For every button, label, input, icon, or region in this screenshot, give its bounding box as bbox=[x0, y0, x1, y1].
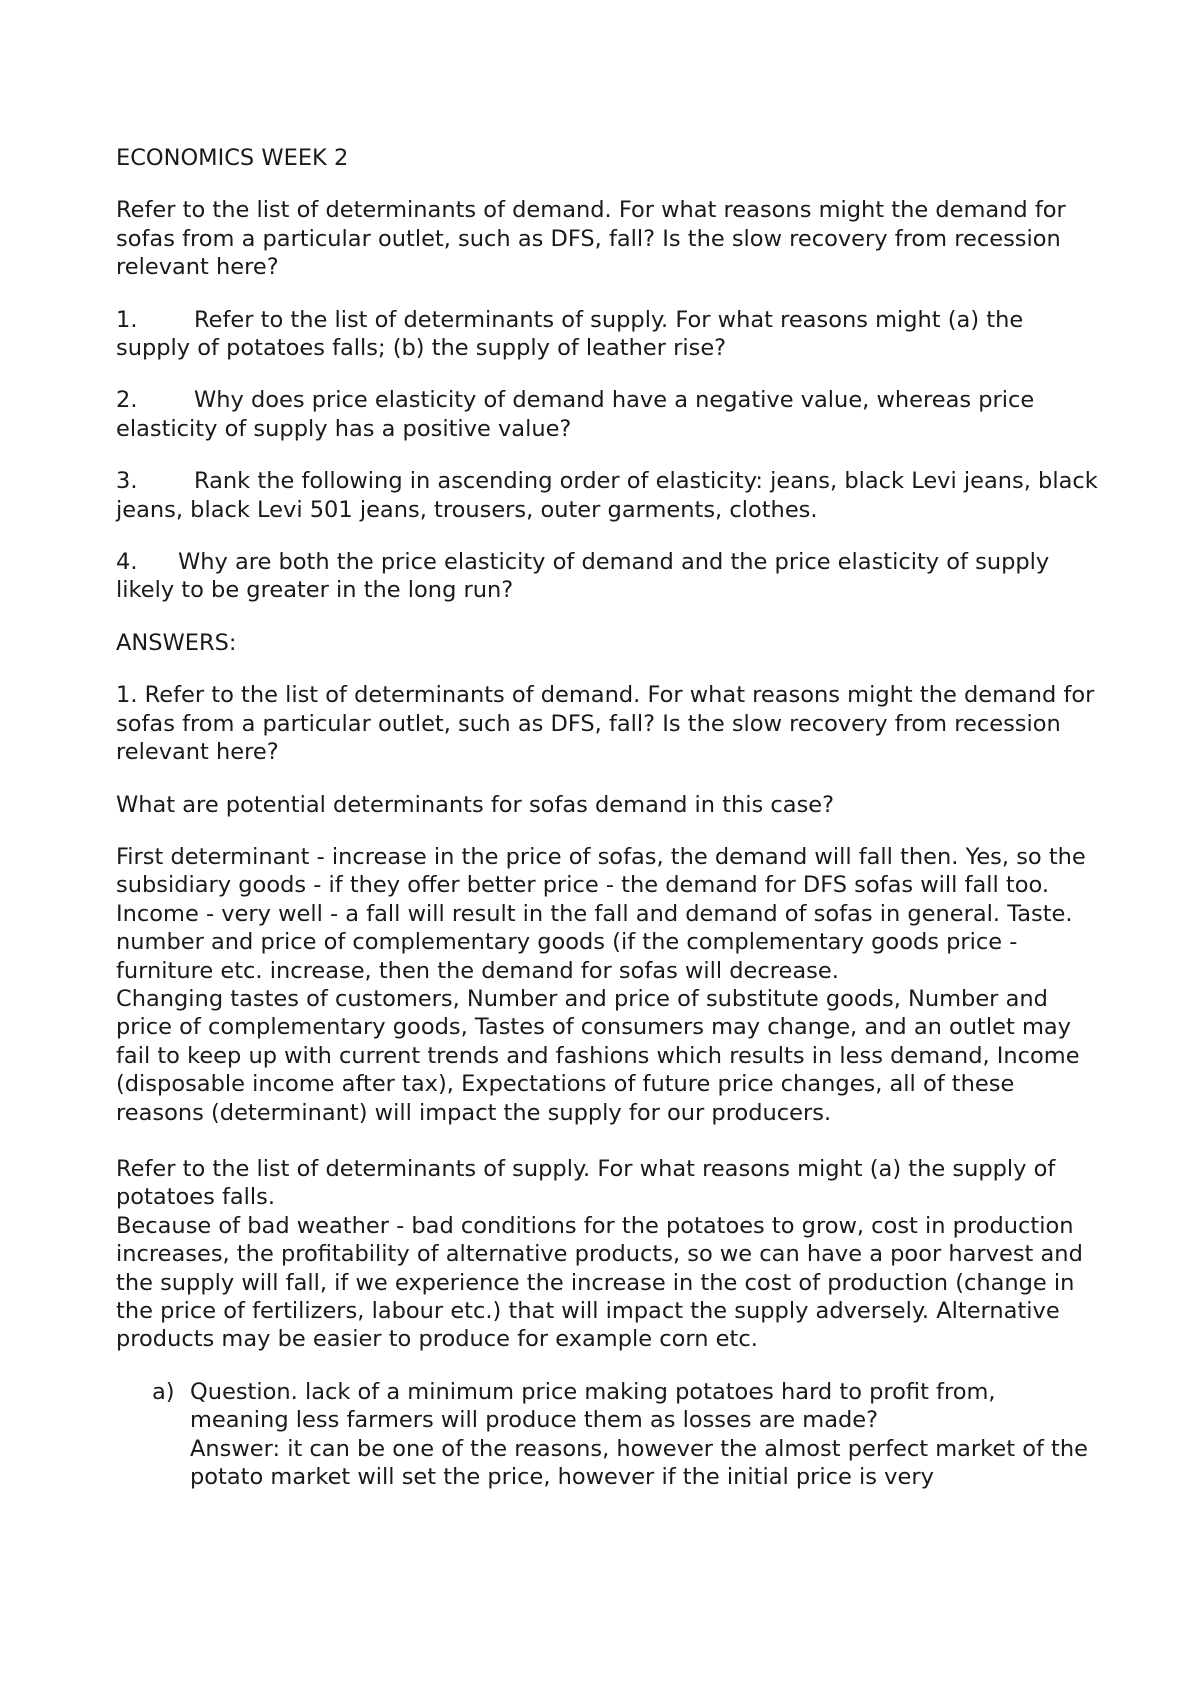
question-text: Rank the following in ascending order of elasticity: jeans, black Levi jeans, black jeans, black Levi 501 jeans, trousers, outer garments, clothes. bbox=[116, 468, 1098, 523]
question-text: Why does price elasticity of demand have a negative value, whereas price elasticity of supply has a positive value? bbox=[116, 387, 1035, 442]
question-number: 3. bbox=[116, 468, 138, 495]
answer1-subquestion: What are potential determinants for sofas demand in this case? bbox=[116, 791, 835, 818]
answer2-paragraph: Because of bad weather - bad conditions for the potatoes to grow, cost in production increases, the profitability of alternative products, so we can have a poor harvest and the supply will fall, if we experience the increase in the cost of production (change in the price of fertilizers, labour etc.) that will impact the supply adversely. Alternative products may be easier to produce for example corn etc. bbox=[116, 1212, 1083, 1353]
question-1 bbox=[116, 306, 1101, 363]
list-item-a bbox=[116, 1378, 1101, 1492]
intro-question: Refer to the list of determinants of demand. For what reasons might the demand for sofas from a particular outlet, such as DFS, fall? Is the slow recovery from recession relevant here? bbox=[116, 197, 1066, 281]
question-number: 2. bbox=[116, 387, 138, 414]
list-item-question: Question. lack of a minimum price making potatoes hard to profit from, meaning less farmers will produce them as losses are made? bbox=[190, 1378, 996, 1434]
document-title: ECONOMICS WEEK 2 bbox=[116, 145, 349, 171]
question-text: Why are both the price elasticity of demand and the price elasticity of supply likely to be greater in the long run? bbox=[116, 549, 1050, 604]
answer1-paragraph-3: Changing tastes of customers, Number and price of substitute goods, Number and price of complementary goods, Tastes of consumers may change, and an outlet may fail to keep up with current trends and fashions which results in less demand, Income (disposable income after tax), Expectations of future price changes, all of these reasons (determinant) will impact the supply for our producers. bbox=[116, 985, 1080, 1126]
answer1-question: 1. Refer to the list of determinants of demand. For what reasons might the demand for sofas from a particular outlet, such as DFS, fall? Is the slow recovery from recession relevant here? bbox=[116, 682, 1095, 766]
question-number: 1. bbox=[116, 306, 138, 333]
question-text: Refer to the list of determinants of supply. For what reasons might (a) the supply of potatoes falls; (b) the supply of leather rise? bbox=[116, 306, 1024, 362]
answers-heading: ANSWERS: bbox=[116, 629, 237, 656]
answer1-paragraph-2: number and price of complementary goods (if the complementary goods price - furniture etc. increase, then the demand for sofas will decrease. bbox=[116, 929, 1018, 984]
answer1-paragraph-1: First determinant - increase in the price of sofas, the demand will fall then. Yes, so the subsidiary goods - if they offer better price - the demand for DFS sofas will fall too. Income - very well - a fall will result in the fall and demand of sofas in general. Taste. bbox=[116, 843, 1086, 927]
question-3 bbox=[116, 467, 1101, 524]
question-2 bbox=[116, 386, 1101, 443]
answer2-question: Refer to the list of determinants of supply. For what reasons might (a) the supply of potatoes falls. bbox=[116, 1155, 1056, 1211]
question-number: 4. bbox=[116, 549, 138, 576]
question-4 bbox=[116, 548, 1101, 605]
document-body bbox=[116, 144, 1101, 1491]
list-item-answer: Answer: it can be one of the reasons, however the almost perfect market of the potato market will set the price, however if the initial price is very bbox=[190, 1435, 1088, 1491]
list-marker: a) bbox=[152, 1378, 175, 1405]
